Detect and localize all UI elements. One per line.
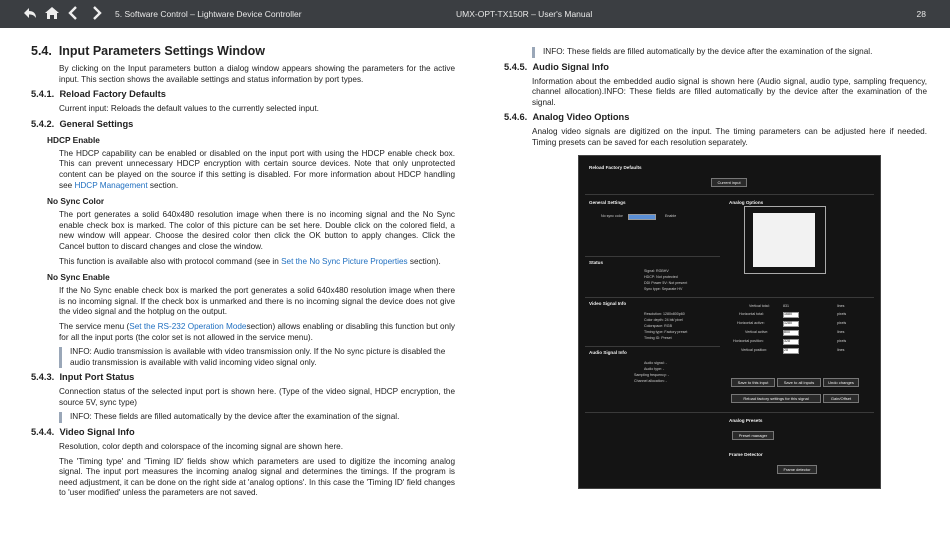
heading-5-4-4: 5.4.4. Video Signal Info — [31, 427, 135, 438]
nosync-link[interactable]: Set the No Sync Picture Properties — [281, 256, 408, 266]
shot-param-value: 1280 — [784, 321, 792, 325]
shot-status-heading: Status — [589, 260, 604, 265]
hdcp-link[interactable]: HDCP Management — [74, 180, 148, 190]
shot-vsi-line-5: Timing ID: Preset — [644, 336, 672, 340]
home-icon[interactable] — [44, 5, 60, 21]
chevron-left-icon[interactable] — [66, 5, 82, 21]
nav-buttons — [22, 5, 104, 21]
shot-param-label: Horizontal position: — [733, 339, 764, 343]
nosync-protocol-text: This function is available also with protocol command (see in Set the No Sync Picture Properties section). — [59, 256, 441, 266]
shot-divider — [585, 412, 874, 413]
info-vsi: INFO: These fields are filled automatically by the device after the examination of the signal. — [532, 47, 927, 58]
shot-general-heading: General Settings — [589, 200, 626, 205]
shot-param-value: 28 — [784, 348, 788, 352]
shot-param-unit: pixels — [837, 339, 847, 343]
reload-text: Current input: Reloads the default values to the currently selected input. — [59, 104, 319, 114]
back-icon[interactable] — [22, 5, 38, 21]
audio-info-text: Information about the embedded audio signal is shown here (Audio signal, audio type, sampling frequency, channel allocation).INFO: These fields are filled automatically by the device after the examination of the signal. — [532, 76, 927, 107]
nosync-color-text: The port generates a solid 640x480 resolution image when there is no incoming signal and the No Sync enable check box is marked. The color of this picture can be set here. Double click on the colored field, a new window will appear. Choose the desired color then click the OK button to apply changes. Click the Cancel button to discard changes and close the window. — [59, 210, 455, 251]
shot-analog-frame — [744, 206, 826, 274]
info-audio: INFO: Audio transmission is available with video transmission only. If the No sync picture is disabled the audio transmission is available with valid incoming video signal only. — [59, 347, 455, 368]
shot-param-label: Horizontal total: — [739, 312, 764, 316]
shot-frame-detector-heading: Frame Detector — [729, 452, 763, 457]
hdcp-text: The HDCP capability can be enabled or disabled on the input port with using the HDCP enable check box. This can prevent unnecessary HDCP encryption with certain source devices. Note that only unprotected content can be played on the source if this setting is disabled. For more information about HDCP handling see HDCP Management section. — [59, 148, 455, 190]
shot-divider — [585, 194, 874, 195]
shot-vsi-line-2: Color depth: 24 bit/ pixel — [644, 318, 683, 322]
shot-asi-line-4: Channel allocation: - — [634, 379, 667, 383]
vsi-text-2: The 'Timing type' and 'Timing ID' fields show which parameters are used to digitize the incoming analog signal. The input port measures the incoming analog signal and determines the timings. If the program is need adjustment, it can be done on the right side at 'analog options'. In this case the 'Timing ID' field changes to 'user modified' unless the parameters are not saved. — [59, 456, 455, 498]
rs232-link[interactable]: Set the RS-232 Operation Mode — [129, 321, 247, 331]
nosync-color-heading: No Sync Color — [47, 196, 105, 207]
shot-param-label: Vertical total: — [749, 304, 770, 308]
shot-preset-manager-button[interactable]: Preset manager — [732, 431, 774, 440]
shot-reload-heading: Reload Factory Defaults — [589, 165, 642, 170]
shot-undo-button[interactable]: Undo changes — [823, 378, 859, 387]
shot-param-label: Vertical position: — [741, 348, 768, 352]
analog-options-text: Analog video signals are digitized on the input. The timing parameters can be adjusted here if needed. Timing presets can be saved for each resolution separately. — [532, 127, 927, 147]
shot-param-value: 1680 — [784, 312, 792, 316]
heading-5-4-2: 5.4.2. General Settings — [31, 118, 134, 129]
shot-param-label: Horizontal active: — [737, 321, 765, 325]
shot-status-line-2: HDCP: Not protected — [644, 275, 678, 279]
shot-param-value: 831 — [783, 304, 789, 308]
shot-save-this-input-button[interactable]: Save to this input — [731, 378, 775, 387]
shot-status-line-3: DDI Power 5V: Not present — [644, 281, 688, 285]
heading-5-4-5: 5.4.5. Audio Signal Info — [504, 61, 609, 72]
right-column — [504, 47, 927, 153]
top-bar — [0, 0, 950, 28]
shot-divider — [585, 346, 720, 347]
chevron-right-icon[interactable] — [88, 5, 104, 21]
shot-asi-line-3: Sampling frequency: - — [634, 373, 669, 377]
shot-nosync-color-field[interactable] — [628, 214, 656, 220]
shot-analog-frame-canvas — [753, 213, 815, 267]
port-status-text: Connection status of the selected input port is shown here. (Type of the video signal, HDCP encryption, the source 5V, sync type) — [59, 387, 455, 407]
shot-param-value: 328 — [784, 339, 790, 343]
page-number: 28 — [916, 9, 926, 19]
shot-vsi-line-4: Timing type: Factory preset — [644, 330, 688, 334]
intro-text: By clicking on the Input parameters button a dialog window appears showing the parameters for the active input. This section shows the available settings and status information by port types. — [59, 64, 455, 84]
shot-param-unit: lines — [837, 348, 845, 352]
vsi-text-1: Resolution, color depth and colorspace of the incoming signal are shown here. — [59, 442, 344, 452]
shot-vsi-line-1: Resolution: 1280x800p60 — [644, 312, 685, 316]
info-status: INFO: These fields are filled automatically by the device after the examination of the signal. — [59, 412, 455, 423]
shot-gain-offset-button[interactable]: Gain/Offset — [823, 394, 859, 403]
left-column — [31, 44, 455, 503]
section-title: 5. Software Control – Lightware Device Controller — [115, 9, 302, 19]
shot-asi-line-1: Audio signal: - — [644, 361, 667, 365]
shot-current-input-button[interactable]: Current input — [711, 178, 747, 187]
nosync-enable-text: If the No Sync enable check box is marked the port generates a solid 640x480 resolution image when there is no incoming signal. If the check box is unmarked and there is no incoming signal the device does not give the video signal and the hotplug on the output. — [59, 286, 455, 317]
heading-5-4-6: 5.4.6. Analog Video Options — [504, 112, 630, 123]
shot-divider — [585, 256, 720, 257]
shot-param-label: Vertical active: — [745, 330, 769, 334]
shot-asi-line-2: Audio type: - — [644, 367, 665, 371]
shot-vsi-heading: Video Signal Info — [589, 301, 627, 306]
shot-vsi-line-3: Colorspace: RGB — [644, 324, 672, 328]
heading-5-4-3: 5.4.3. Input Port Status — [31, 372, 135, 383]
shot-param-value: 800 — [784, 330, 790, 334]
shot-analog-heading: Analog Options — [729, 200, 764, 205]
shot-param-unit: pixels — [837, 321, 847, 325]
shot-status-line-4: Sync type: Separate HV — [644, 287, 683, 291]
shot-frame-detector-button[interactable]: Frame detector — [777, 465, 817, 474]
shot-status-line-1: Signal: RGBHV — [644, 269, 669, 273]
heading-5-4: 5.4. Input Parameters Settings Window — [31, 44, 265, 58]
shot-divider — [585, 297, 874, 298]
shot-reload-factory-button[interactable]: Reload factory settings for this signal — [731, 394, 821, 403]
service-menu-text: The service menu (Set the RS-232 Operation Modesection) allows enabling or disabling this function but only for all the input ports (the color set is not allowed in the service menu). — [59, 321, 456, 342]
heading-5-4-1: 5.4.1. Reload Factory Defaults — [31, 89, 166, 100]
hdcp-heading: HDCP Enable — [47, 134, 100, 145]
shot-enable-label: Enable — [665, 214, 677, 218]
manual-title: UMX-OPT-TX150R – User's Manual — [456, 9, 593, 19]
shot-asi-heading: Audio Signal Info — [589, 350, 627, 355]
shot-param-unit: pixels — [837, 312, 847, 316]
shot-save-all-inputs-button[interactable]: Save to all inputs — [777, 378, 821, 387]
shot-nosync-label: No sync color — [601, 214, 623, 218]
shot-param-unit: lines — [837, 330, 845, 334]
shot-param-unit: lines — [837, 304, 845, 308]
shot-presets-heading: Analog Presets — [729, 418, 763, 423]
nosync-enable-heading: No Sync Enable — [47, 272, 110, 283]
input-parameters-screenshot — [578, 155, 881, 489]
